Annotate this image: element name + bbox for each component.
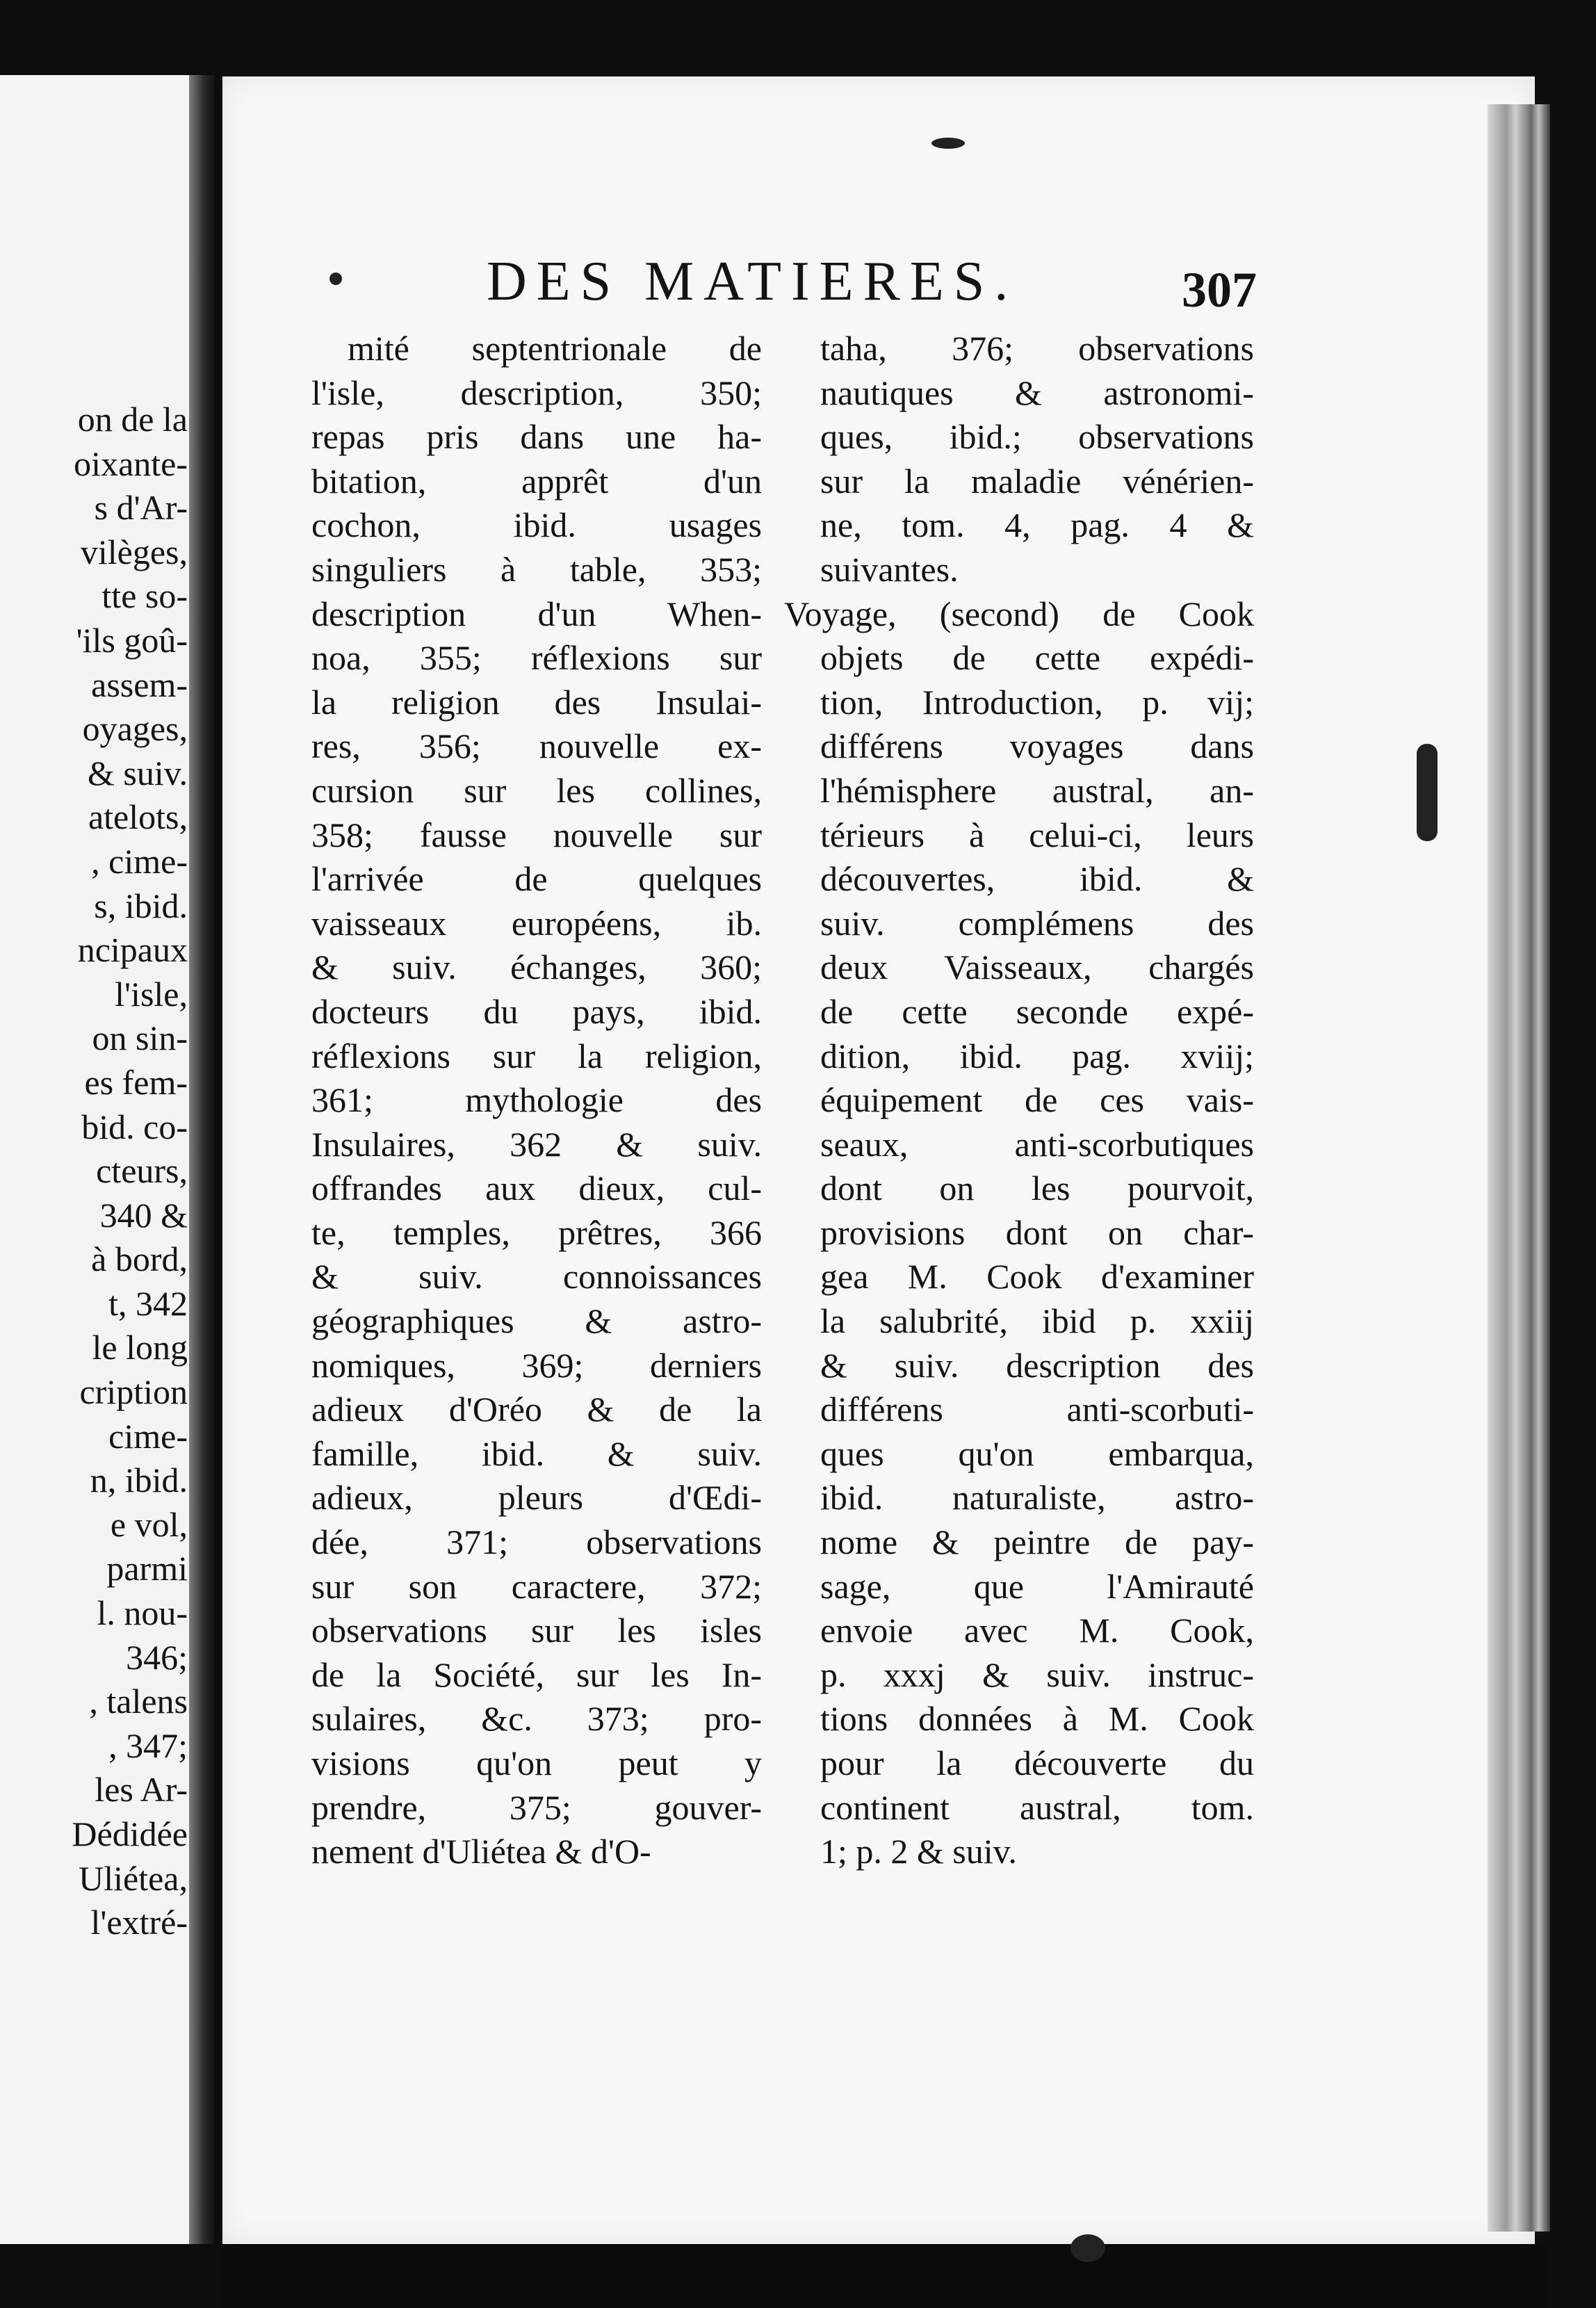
index-line: ques, ibid.; observations xyxy=(820,417,1254,457)
index-line: nomiques, 369; derniers xyxy=(311,1345,762,1385)
index-line: s d'Ar- xyxy=(94,488,188,528)
index-line: mité septentrionale de xyxy=(348,329,762,368)
index-column-left xyxy=(311,327,762,1874)
index-line: nautiques & astronomi- xyxy=(820,373,1254,412)
index-line: , cime- xyxy=(91,841,188,881)
index-line: suiv. complémens des xyxy=(820,903,1254,943)
index-line: description d'un When- xyxy=(311,594,762,633)
index-line: es fem- xyxy=(84,1062,188,1102)
index-line: cursion sur les collines, xyxy=(311,770,762,810)
index-line: 'ils goû- xyxy=(76,620,188,660)
index-line: réflexions sur la religion, xyxy=(311,1036,762,1075)
index-line: p. xxxj & suiv. instruc- xyxy=(820,1655,1254,1694)
index-line: pour la découverte du xyxy=(820,1744,1254,1782)
index-line: cime- xyxy=(108,1416,188,1456)
index-line: & suiv. description des xyxy=(820,1345,1254,1385)
page-number: 307 xyxy=(1182,262,1257,318)
index-line: taha, 376; observations xyxy=(820,329,1254,368)
index-line: on de la xyxy=(77,400,188,439)
index-line: sur son caractere, 372; xyxy=(311,1566,762,1606)
index-line: offrandes aux dieux, cul- xyxy=(311,1169,762,1208)
running-head: DES MATIERES. xyxy=(487,251,1018,312)
ink-speck xyxy=(931,138,965,149)
index-line: ne, tom. 4, pag. 4 & xyxy=(820,505,1254,545)
index-line: & suiv. échanges, 360; xyxy=(311,948,762,987)
ink-mark xyxy=(1417,744,1438,841)
index-line: docteurs du pays, ibid. xyxy=(311,991,762,1031)
index-line: l'extré- xyxy=(90,1903,188,1942)
index-line: deux Vaisseaux, chargés xyxy=(820,948,1254,987)
index-line: , 347; xyxy=(108,1725,188,1765)
index-line: nome & peintre de pay- xyxy=(820,1522,1254,1562)
index-line: & suiv. connoissances xyxy=(311,1257,762,1297)
index-line: l'isle, description, 350; xyxy=(311,373,762,412)
index-line: sage, que l'Amirauté xyxy=(820,1566,1254,1606)
index-line: provisions dont on char- xyxy=(820,1212,1254,1252)
page-edges xyxy=(1488,104,1550,2232)
index-line: adieux d'Oréo & de la xyxy=(311,1390,762,1429)
index-line: l. nou- xyxy=(97,1593,188,1633)
facing-page xyxy=(0,75,209,2244)
ink-speck xyxy=(1070,2234,1105,2262)
index-line: ques qu'on embarqua, xyxy=(820,1433,1254,1473)
index-line: Uliétea, xyxy=(79,1858,188,1898)
index-line: le long xyxy=(92,1328,188,1367)
index-line: Insulaires, 362 & suiv. xyxy=(311,1124,762,1164)
index-line: nement d'Uliétea & d'O- xyxy=(311,1832,651,1871)
index-line: visions qu'on peut y xyxy=(311,1744,762,1782)
index-line: cription xyxy=(79,1372,188,1412)
index-line: sur la maladie vénérien- xyxy=(820,461,1254,501)
index-line: équipement de ces vais- xyxy=(820,1080,1254,1120)
index-line: différens anti-scorbuti- xyxy=(820,1390,1254,1429)
index-line: oyages, xyxy=(82,709,188,749)
index-line: on sin- xyxy=(92,1018,188,1058)
index-line: de la Société, sur les In- xyxy=(311,1655,762,1694)
index-line: dée, 371; observations xyxy=(311,1522,762,1562)
index-line: Dédidée xyxy=(72,1814,188,1853)
index-line: vaisseaux européens, ib. xyxy=(311,903,762,943)
index-line: repas pris dans une ha- xyxy=(311,417,762,457)
index-line: prendre, 375; gouver- xyxy=(311,1787,762,1827)
facing-page-text xyxy=(0,398,188,1945)
index-line: 1; p. 2 & suiv. xyxy=(820,1832,1017,1871)
index-line: 340 & xyxy=(99,1195,188,1235)
index-line: ncipaux xyxy=(77,930,188,970)
index-line: seaux, anti-scorbutiques xyxy=(820,1124,1254,1164)
index-line: l'isle, xyxy=(115,974,188,1014)
index-line: oixante- xyxy=(74,444,188,483)
ink-speck xyxy=(329,273,342,285)
index-line: n, ibid. xyxy=(90,1461,188,1500)
index-line: observations sur les isles xyxy=(311,1611,762,1650)
index-line: sulaires, &c. 373; pro- xyxy=(311,1699,762,1739)
index-line: à bord, xyxy=(91,1240,188,1279)
index-column-right xyxy=(784,327,1254,1874)
index-line: continent austral, tom. xyxy=(820,1787,1254,1827)
index-line: dition, ibid. pag. xviij; xyxy=(820,1036,1254,1075)
index-line: envoie avec M. Cook, xyxy=(820,1611,1254,1650)
index-line: l'hémisphere austral, an- xyxy=(820,770,1254,810)
index-line: famille, ibid. & suiv. xyxy=(311,1433,762,1473)
index-line: s, ibid. xyxy=(94,886,188,925)
index-line: 361; mythologie des xyxy=(311,1080,762,1120)
index-line: dont on les pourvoit, xyxy=(820,1169,1254,1208)
index-line: noa, 355; réflexions sur xyxy=(311,638,762,678)
index-line: tions données à M. Cook xyxy=(820,1699,1254,1739)
index-line: tte so- xyxy=(101,576,188,616)
index-line: découvertes, ibid. & xyxy=(820,859,1254,899)
index-line: e vol, xyxy=(110,1504,188,1544)
index-line: ibid. naturaliste, astro- xyxy=(820,1478,1254,1518)
index-line: gea M. Cook d'examiner xyxy=(820,1257,1254,1297)
index-line: atelots, xyxy=(88,797,188,837)
index-line: suivantes. xyxy=(820,549,959,589)
page-shadow xyxy=(222,2244,1543,2308)
index-line: parmi xyxy=(106,1549,188,1588)
index-line: singuliers à table, 353; xyxy=(311,549,762,589)
index-line: tion, Introduction, p. vij; xyxy=(820,682,1254,722)
index-line: 346; xyxy=(126,1637,188,1677)
index-line: bid. co- xyxy=(81,1107,188,1146)
index-line: adieux, pleurs d'Œdi- xyxy=(311,1478,762,1518)
index-line: bitation, apprêt d'un xyxy=(311,461,762,501)
index-line: Voyage, (second) de Cook xyxy=(784,594,1254,633)
index-line: assem- xyxy=(91,665,188,704)
index-line: différens voyages dans xyxy=(820,726,1254,766)
index-line: l'arrivée de quelques xyxy=(311,859,762,899)
index-line: , talens xyxy=(89,1682,188,1721)
index-line: objets de cette expédi- xyxy=(820,638,1254,678)
index-line: cochon, ibid. usages xyxy=(311,505,762,545)
book-gutter xyxy=(189,75,214,2244)
index-line: res, 356; nouvelle ex- xyxy=(311,726,762,766)
index-line: géographiques & astro- xyxy=(311,1301,762,1341)
index-line: la religion des Insulai- xyxy=(311,682,762,722)
index-line: de cette seconde expé- xyxy=(820,991,1254,1031)
index-line: la salubrité, ibid p. xxiij xyxy=(820,1301,1254,1341)
index-line: 358; fausse nouvelle sur xyxy=(311,815,762,854)
index-line: les Ar- xyxy=(95,1770,188,1810)
index-line: te, temples, prêtres, 366 xyxy=(311,1212,762,1252)
index-line: & suiv. xyxy=(88,753,188,793)
index-line: cteurs, xyxy=(96,1151,188,1191)
index-line: t, 342 xyxy=(108,1283,188,1323)
index-line: térieurs à celui-ci, leurs xyxy=(820,815,1254,854)
index-line: vilèges, xyxy=(80,532,188,571)
